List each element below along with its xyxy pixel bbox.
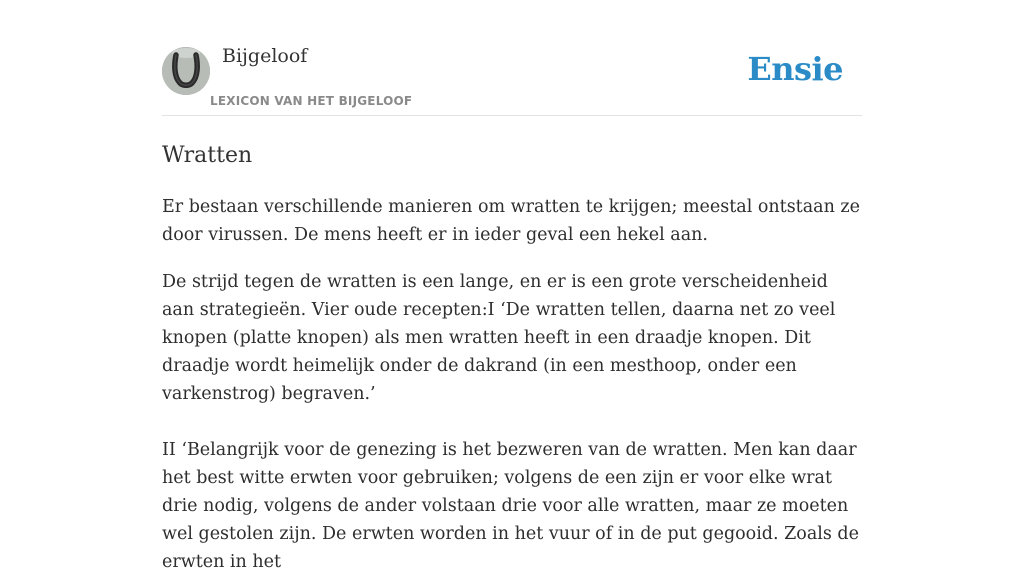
article-paragraph-2: De strijd tegen de wratten is een lange, en er is een grote verscheidenheid aan strategieën. Vier oude recepten:I ‘De wratten tellen, daarna net zo veel knopen (platte knopen) als men wratten heeft in een draadje knopen. Dit draadje wordt heimelijk onder de dakrand (in een mesthoop, onder een varkenstrog) begraven.’ II ‘Belangrijk voor de genezing is het bezweren van de wratten. Men kan daar het best witte erwten voor gebruiken; volgens de een zijn er voor elke wrat drie nodig, volgens de ander volstaan drie voor alle wratten, maar ze moeten wel gestolen zijn. De erwten worden in het vuur of in de put gegooid. Zoals de erwten in het — [162, 272, 859, 572]
source-subtitle: LEXICON VAN HET BIJGELOOF — [210, 94, 413, 108]
horseshoe-icon — [162, 47, 210, 95]
source-avatar[interactable] — [162, 47, 210, 95]
brand-logo[interactable]: Ensie — [747, 50, 843, 88]
source-header — [162, 0, 862, 116]
article-paragraph-1: Er bestaan verschillende manieren om wratten te krijgen; meestal ontstaan ze door virussen. De mens heeft er in ieder geval een hekel aan. — [162, 197, 860, 245]
content-column — [162, 0, 862, 576]
article-title: Wratten — [162, 143, 253, 168]
source-title-link[interactable]: Bijgeloof — [222, 45, 308, 67]
